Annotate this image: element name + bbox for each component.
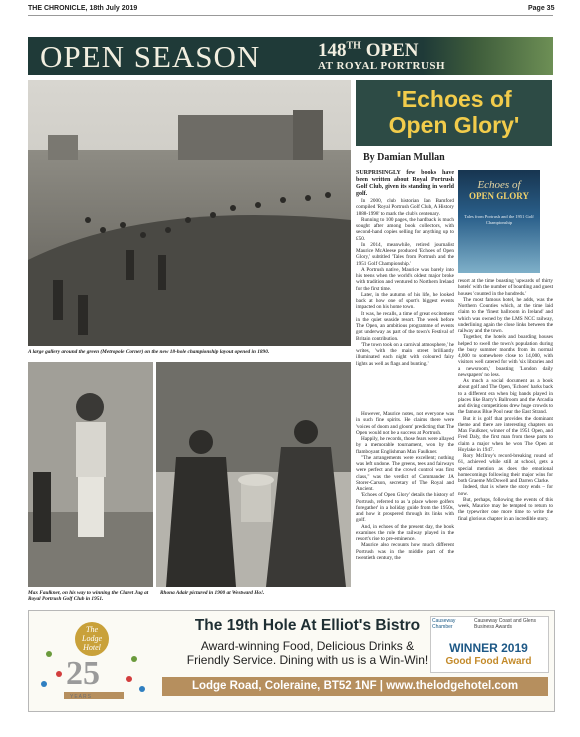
article-byline: By Damian Mullan [363,152,445,163]
golfer-photo-image [28,362,153,587]
article-paragraph: Indeed, that is where the story ends – for now. [458,484,553,497]
headline-line-1: 'Echoes of [396,86,512,112]
article-paragraph: Rory McIlroy's record-breaking round of 61, achieved while still at school, gets a special mention as does the emotional homecomings following their major wins for both Graeme McDowell and Darren Clarke. [458,453,553,484]
page-number: Page 35 [528,5,555,12]
article-column-3 [458,278,553,522]
ladies-photo [156,362,351,587]
article-paragraph: As much a social document as a book about golf and The Open, 'Echoes' harks back to a different era when big bands played in places like Barry's Ballroom and the Arcadia and diving competitions drew huge crowds to the famous Blue Pool near the East Strand. [458,378,553,416]
ladies-caption: Rhona Adair pictured in 1900 at Westward Ho!. [160,590,265,596]
article-paragraph: Maurice also recounts how much different Portrush was in the middle part of the twentieth century, the [356,542,454,561]
article-paragraph: It was, he recalls, a time of great excitement in the quiet seaside resort. The week before The Open, an ambitious programme of events got underway as part of the town's Festival of Britain contribution. [356,310,454,342]
article-paragraph: Running to 100 pages, the hardback is much sought after among book collectors, with second-hand copies selling for anything up to £50. [356,216,454,242]
article-headline [356,86,552,138]
bistro-address[interactable]: Lodge Road, Coleraine, BT52 1NF | www.thelodgehotel.com [191,680,519,692]
golfer-photo [28,362,153,587]
book-cover-subtitle: Tales from Portrush and the 1951 Golf Championship [464,214,534,225]
article-column-1 [356,170,454,367]
bistro-tagline [180,639,435,667]
bistro-headline: The 19th Hole At Elliot's Bistro [194,617,421,634]
award-name: Causeway Coast and Glens Business Awards [474,618,536,630]
banner-edition-word: OPEN [365,40,419,61]
article-paragraph: In 2000, club historian Ian Bamford compiled 'Royal Portrush Golf Club, A History 1888-1998' to mark the club's centenary. [356,198,454,217]
ladies-photo-image [156,362,351,587]
tagline-line-1: Award-winning Food, Delicious Drinks & [200,639,415,653]
book-title-line-2: OPEN GLORY [469,191,529,201]
header-rule [28,15,553,16]
banner-edition-number: 148 [318,40,347,61]
book-title-line-1: Echoes of [477,179,521,191]
article-paragraph: A Portrush native, Maurice was barely into his teens when the world's oldest major broke with tradition and ventured to Northern Ireland for the first time. [356,266,454,292]
book-cover-title [462,180,536,202]
article-paragraph: And, in echoes of the present day, the book examines the role the railway played in the resort's rise to pre-eminence. [356,523,454,542]
article-paragraph: However, Maurice notes, not everyone was in such fine spirits. He claims there were 'voices of doom and gloom' predicting that The Open would not be a success at Portrush. [356,411,454,436]
article-paragraph: Together, the hotels and boarding houses helped to swell the town's population during the busy summer months from its normal 4,000 to somewhere close to 14,000, with visitors well catered for with 'six libraries and a newsroom,' boasting 'London daily newspapers' no less. [458,334,554,378]
article-lede: SURPRISINGLY few books have been written about Royal Portrush Golf Club, given its standing in world golf. [356,170,454,197]
article-paragraph: But, perhaps, following the events of this week, Maurice may be tempted to return to the typewriter one more time to write the final glorious chapter in an incredible story. [458,496,553,522]
article-paragraph: Happily, he records, those fears were allayed by a memorable tournament, won by the flamboyant Englishman Max Faulkner. [356,436,454,455]
gallery-caption: A large gallery around the green (Metropole Corner) on the new 18-hole championship layout opened in 1890. [28,349,270,355]
golfer-caption: Max Faulkner, on his way to winning the Claret Jug at Royal Portrush Golf Club in 1951. [28,590,149,603]
section-banner [28,37,553,75]
headline-line-2: Open Glory' [388,112,520,138]
article-paragraph: But it is golf that provides the dominant theme and there are interesting chapters on Max Faulkner, winner of the 1951 Open, and Fred Daly, the first man from these parts to claim a major when he won The Open at Hoylake in 1947. [458,415,553,453]
anniversary-number: 25 [66,655,100,692]
banner-subtitle: AT ROYAL PORTRUSH [318,60,446,72]
article-paragraph: "The arrangements were excellent; nothing was left undone. The greens, tees and fairways were perfect and the crowd control was first class," was the verdict of Commander JA Storer-Carson, secretary of The Royal and Ancient. [356,454,454,492]
banner-title: OPEN SEASON [40,39,261,74]
article-paragraph: 'Echoes of Open Glory' details the history of Portrush, referred to as 'a place where golfers foregather' in a holiday guide from the 1950s, and how it prospered through its links with golf. [356,492,454,524]
publication-name: THE CHRONICLE, 18th July 2019 [28,5,138,12]
tagline-line-2: Friendly Service. Dining with us is a Win-Win! [186,653,429,667]
banner-edition [318,40,418,62]
award-category: Good Food Award [445,656,532,667]
gallery-photo-image [28,80,351,346]
article-paragraph: resort at the time boasting 'upwards of thirty hotels' with the number of boarding and guest houses 'counted in the hundreds.' [458,278,554,297]
article-column-2 [356,411,454,561]
gallery-photo [28,80,351,346]
award-organisation: Causeway Chamber [432,618,456,630]
anniversary-years: YEARS [70,694,92,700]
article-paragraph: In 2014, meanwhile, retired journalist Maurice McAleese produced 'Echoes of Open Glory,' subtitled 'Tales from Portrush and the 1951 Golf Championship.' [356,241,454,267]
award-winner: WINNER 2019 [449,641,528,655]
banner-edition-suffix: TH [346,40,361,52]
article-paragraph: The most famous hotel, he adds, was the Northern Counties which, at the time laid claim to the 'finest ballroom in Ireland' and which was owned by the LMS NCC railway, underlining again the close links between the railway and the town. [458,296,553,334]
lodge-logo-text: The Lodge Hotel [82,625,102,652]
article-paragraph: 'The town took on a carnival atmosphere,' he writes, 'with the main street brilliantly illuminated each night with coloured fairy lights as well as flags and bunting.' [356,341,454,367]
article-paragraph: Later, in the autumn of his life, he looked back at how one of sport's biggest events impacted on his home town. [356,291,454,311]
